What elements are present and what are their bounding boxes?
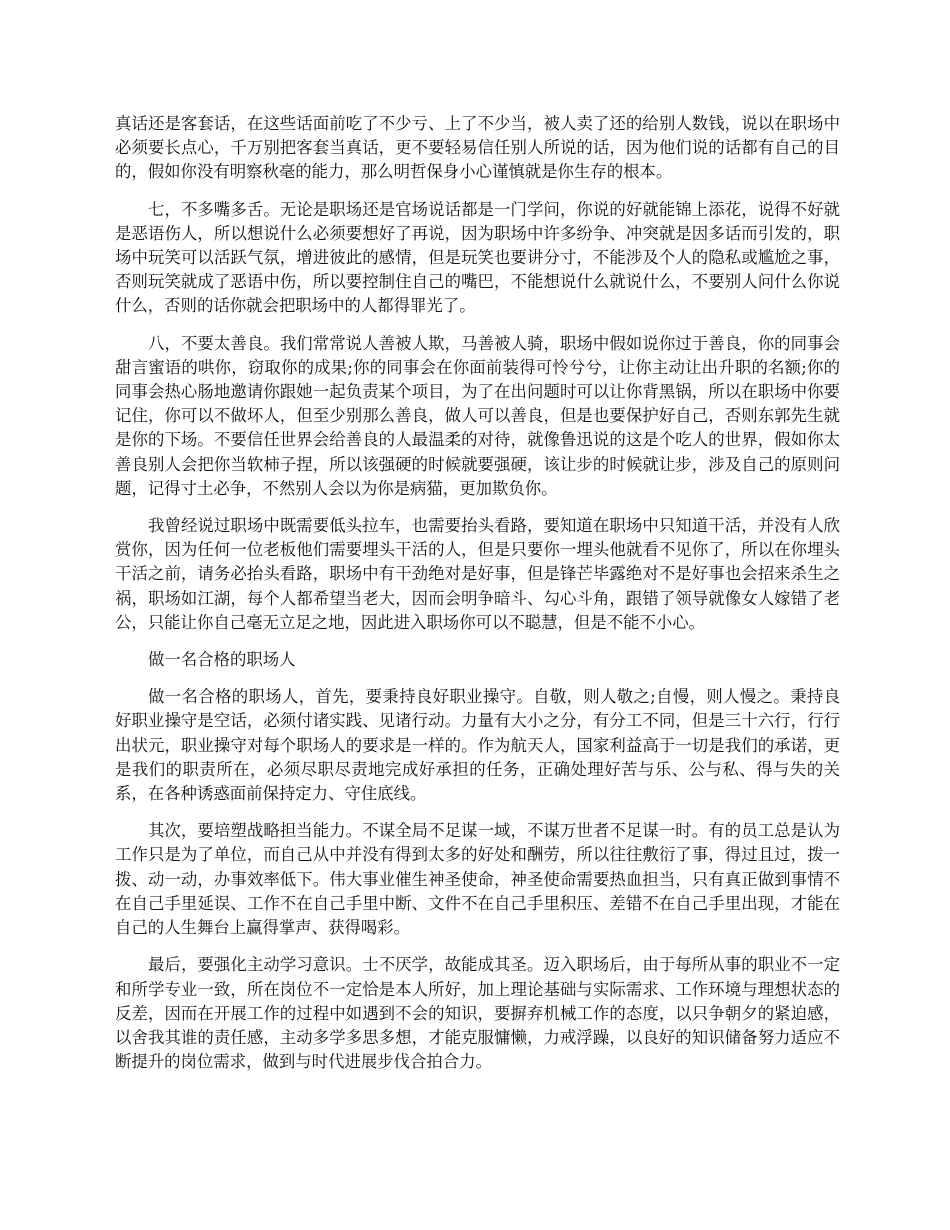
paragraph-last: 最后，要强化主动学习意识。士不厌学，故能成其圣。迈入职场后，由于每所从事的职业不一定和所学专业一致，所在岗位不一定恰是本人所好，加上理论基础与实际需求、工作环境与理想状态的反差，因而在开展工作的过程中如遇到不会的知识，要摒弃机械工作的态度，以只争朝夕的紧迫感，以舍我其谁的责任感，主动多学多思多想，才能克服慵懒，力戒浮躁，以良好的知识储备努力适应不断提升的岗位需求，做到与时代进展步伐合拍合力。 bbox=[115, 955, 840, 1072]
paragraph-eight: 八，不要太善良。我们常常说人善被人欺，马善被人骑，职场中假如说你过于善良，你的同事会甜言蜜语的哄你，窃取你的成果;你的同事会在你面前装得可怜兮兮，让你主动让出升职的名额;你的同事会热心肠地邀请你跟她一起负责某个项目，为了在出问题时可以让你背黑锅，所以在职场中你要记住，你可以不做坏人，但至少别那么善良，做人可以善良，但是也要保护好自己，否则东郭先生就是你的下场。不要信任世界会给善良的人最温柔的对待，就像鲁迅说的这是个吃人的世界，假如你太善良别人会把你当软柿子捏，所以该强硬的时候就要强硬，该让步的时候就让步，涉及自己的原则问题，记得寸土必争，不然别人会以为你是病猫，更加欺负你。 bbox=[115, 333, 840, 498]
paragraph-summary: 我曾经说过职场中既需要低头拉车，也需要抬头看路，要知道在职场中只知道干活，并没有人欣赏你，因为任何一位老板他们需要埋头干活的人，但是只要你一埋头他就看不见你了，所以在你埋头干活之前，请务必抬头看路，职场中有干劲绝对是好事，但是锋芒毕露绝对不是好事也会招来杀生之祸，职场如江湖，每个人都希望当老大，因而会明争暗斗、勾心斗角，跟错了领导就像女人嫁错了老公，只能让你自己毫无立足之地，因此进入职场你可以不聪慧，但是不能不小心。 bbox=[115, 516, 840, 632]
paragraph-first: 做一名合格的职场人，首先，要秉持良好职业操守。自敬，则人敬之;自慢，则人慢之。秉持良好职业操守是空话，必须付诸实践、见诸行动。力量有大小之分，有分工不同，但是三十六行，行行出状元，职业操守对每个职场人的要求是一样的。作为航天人，国家利益高于一切是我们的承诺，更是我们的职责所在，必须尽职尽责地完成好承担的任务，正确处理好苦与乐、公与私、得与失的关系，在各种诱惑面前保持定力、守住底线。 bbox=[115, 687, 840, 804]
section-heading: 做一名合格的职场人 bbox=[148, 650, 296, 670]
document-body bbox=[115, 112, 840, 1087]
paragraph-seven: 七，不多嘴多舌。无论是职场还是官场说话都是一门学问，你说的好就能锦上添花，说得不好就是恶语伤人，所以想说什么必须要想好了再说，因为职场中许多纷争、冲突就是因多话而引发的，职场中玩笑可以活跃气氛，增进彼此的感情，但是玩笑也要讲分寸，不能涉及个人的隐私或尴尬之事，否则玩笑就成了恶语中伤，所以要控制住自己的嘴巴，不能想说什么就说什么，不要别人问什么你说什么，否则的话你就会把职场中的人都得罪光了。 bbox=[115, 199, 840, 316]
paragraph-second: 其次，要培塑战略担当能力。不谋全局不足谋一域，不谋万世者不足谋一时。有的员工总是认为工作只是为了单位，而自己从中并没有得到太多的好处和酬劳，所以往往敷衍了事，得过且过，拨一拨、动一动，办事效率低下。伟大事业催生神圣使命，神圣使命需要热血担当，只有真正做到事情不在自己手里延误、工作不在自己手里中断、文件不在自己手里积压、差错不在自己手里出现，才能在自己的人生舞台上赢得掌声、获得喝彩。 bbox=[115, 821, 840, 938]
paragraph-intro: 真话还是客套话，在这些话面前吃了不少亏、上了不少当，被人卖了还的给别人数钱，说以在职场中必须要长点心，千万别把客套当真话，更不要轻易信任别人所说的话，因为他们说的话都有自己的目的，假如你没有明察秋毫的能力，那么明哲保身小心谨慎就是你生存的根本。 bbox=[115, 114, 840, 182]
